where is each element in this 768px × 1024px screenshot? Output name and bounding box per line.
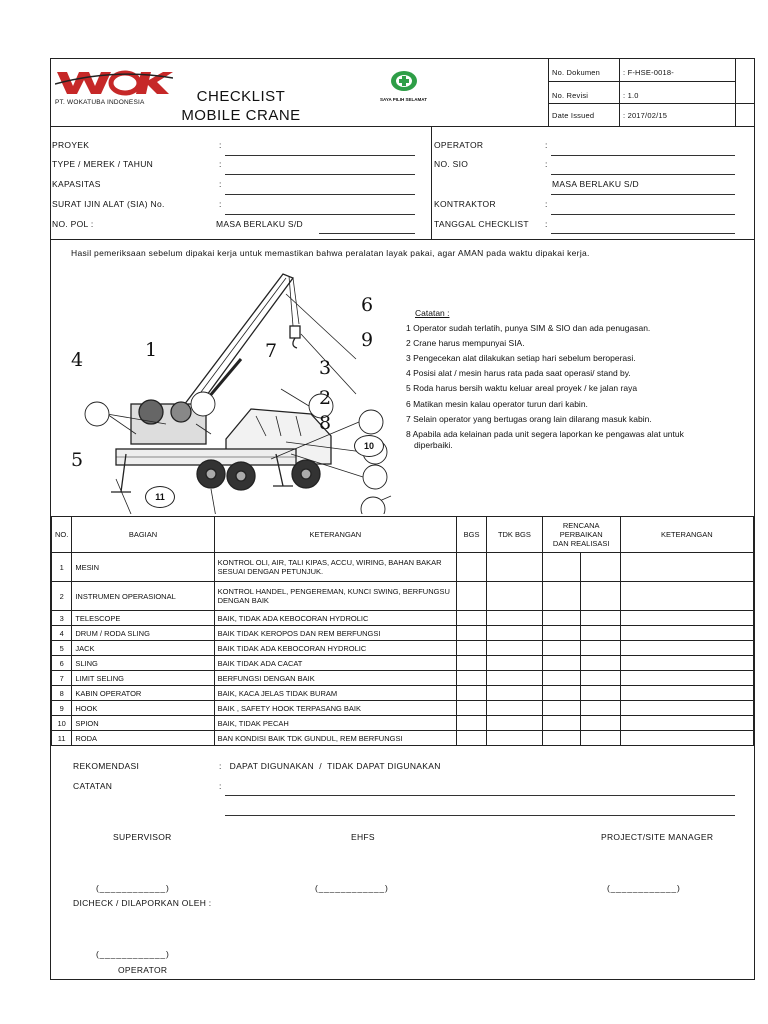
row-tdk-cell[interactable] [487,731,543,746]
row-ket2-cell[interactable] [620,731,753,746]
date-issued-label: Date Issued [552,111,595,120]
note-item: 3 Pengecekan alat dilakukan setiap hari sebelum beroperasi. [406,353,636,364]
kapasitas-field[interactable] [225,194,415,195]
table-row [52,641,754,656]
table-row [52,671,754,686]
row-tdk-cell[interactable] [487,656,543,671]
row-keterangan: BAIK, TIDAK ADA KEBOCORAN HYDROLIC [214,611,456,626]
row-bgs-cell[interactable] [457,671,487,686]
row-no: 6 [52,656,72,671]
kontraktor-field[interactable] [551,214,735,215]
nosio-sep: : [545,159,548,169]
row-rencana-cell[interactable] [542,671,580,686]
row-tdk-cell[interactable] [487,671,543,686]
checklist-table [51,516,754,746]
company-name: PT. WOKATUBA INDONESIA [55,99,145,106]
diagram-label-6: 6 [361,294,374,316]
table-row [52,611,754,626]
row-bgs-cell[interactable] [457,641,487,656]
row-keterangan: BAIK, KACA JELAS TIDAK BURAM [214,686,456,701]
row-bagian: SLING [72,656,214,671]
row-keterangan: BAIK , SAFETY HOOK TERPASANG BAIK [214,701,456,716]
type-field[interactable] [225,174,415,175]
row-no: 7 [52,671,72,686]
row-ket2-cell[interactable] [620,686,753,701]
row-bagian: JACK [72,641,214,656]
operator-sign-label: OPERATOR [118,965,168,975]
row-tdk-cell[interactable] [487,553,543,582]
safety-logo [371,69,436,101]
row-realisasi-cell[interactable] [580,553,620,582]
proyek-label: PROYEK [52,140,90,150]
row-no: 1 [52,553,72,582]
revision-value: : 1.0 [623,91,639,100]
supervisor-signature[interactable]: (____________) [96,883,170,893]
operator-sep: : [545,140,548,150]
tanggal-field[interactable] [551,233,735,234]
row-tdk-cell[interactable] [487,626,543,641]
row-rencana-cell[interactable] [542,626,580,641]
row-ket2-cell[interactable] [620,656,753,671]
masa-berlaku-sia-field[interactable] [319,233,415,234]
row-rencana-cell[interactable] [542,582,580,611]
row-bagian: LIMIT SELING [72,671,214,686]
row-bgs-cell[interactable] [457,716,487,731]
type-sep: : [219,159,222,169]
doc-number-value: : F-HSE-0018- [623,68,674,77]
diagram-label-1: 1 [145,339,158,361]
nosio-label: NO. SIO [434,159,469,169]
header-no: NO. [52,517,72,553]
wok-logo-icon [55,68,173,96]
row-keterangan: KONTROL OLI, AIR, TALI KIPAS, ACCU, WIRING, BAHAN BAKAR SESUAI DENGAN PETUNJUK. [214,553,456,582]
row-bgs-cell[interactable] [457,656,487,671]
row-no: 4 [52,626,72,641]
row-keterangan: BERFUNGSI DENGAN BAIK [214,671,456,686]
type-label: TYPE / MEREK / TAHUN [52,159,154,169]
ehfs-signature[interactable]: (____________) [315,883,389,893]
row-ket2-cell[interactable] [620,671,753,686]
proyek-sep: : [219,140,222,150]
row-ket2-cell[interactable] [620,641,753,656]
row-ket2-cell[interactable] [620,582,753,611]
header-bagian: BAGIAN [72,517,214,553]
row-bagian: TELESCOPE [72,611,214,626]
masa-berlaku-sia-label: MASA BERLAKU S/D [216,219,303,229]
header-tdk-bgs: TDK BGS [487,517,543,553]
notes-title: Catatan : [415,308,450,318]
row-bgs-cell[interactable] [457,701,487,716]
company-logo [55,68,173,106]
row-realisasi-cell[interactable] [580,686,620,701]
row-tdk-cell[interactable] [487,716,543,731]
row-no: 2 [52,582,72,611]
ehfs-label: EHFS [351,832,375,842]
operator-signature[interactable]: (____________) [96,949,170,959]
tanggal-label: TANGGAL CHECKLIST [434,219,529,229]
row-rencana-cell[interactable] [542,656,580,671]
note-item: 6 Matikan mesin kalau operator turun dari kabin. [406,398,588,409]
header-rencana: RENCANA PERBAIKAN DAN REALISASI [542,517,620,553]
row-bgs-cell[interactable] [457,626,487,641]
diagram-label-11: 11 [145,486,175,508]
row-realisasi-cell[interactable] [580,641,620,656]
row-keterangan: BAN KONDISI BAIK TDK GUNDUL, REM BERFUNGSI [214,731,456,746]
row-keterangan: BAIK TIDAK ADA KEBOCORAN HYDROLIC [214,641,456,656]
note-item: 8 Apabila ada kelainan pada unit segera laporkan ke pengawas alat untuk [406,428,684,439]
row-no: 10 [52,716,72,731]
table-row [52,553,754,582]
row-tdk-cell[interactable] [487,641,543,656]
sia-field[interactable] [225,214,415,215]
row-keterangan: BAIK TIDAK KEROPOS DAN REM BERFUNGSI [214,626,456,641]
row-ket2-cell[interactable] [620,553,753,582]
row-rencana-cell[interactable] [542,553,580,582]
row-realisasi-cell[interactable] [580,716,620,731]
row-rencana-cell[interactable] [542,641,580,656]
note-item: 7 Selain operator yang bertugas orang lain dilarang masuk kabin. [406,413,652,424]
row-bagian: SPION [72,716,214,731]
supervisor-label: SUPERVISOR [113,832,172,842]
row-no: 3 [52,611,72,626]
row-rencana-cell[interactable] [542,731,580,746]
catatan-sep: : [219,781,222,791]
diagram-label-2: 2 [319,387,332,409]
row-ket2-cell[interactable] [620,701,753,716]
row-no: 5 [52,641,72,656]
nopol-label: NO. POL : [52,219,94,229]
row-bgs-cell[interactable] [457,611,487,626]
row-realisasi-cell[interactable] [580,611,620,626]
nosio-field[interactable] [551,174,735,175]
row-rencana-cell[interactable] [542,701,580,716]
catatan-line-1[interactable] [225,795,735,796]
diagram-label-10: 10 [354,435,384,457]
rekomendasi-label: REKOMENDASI [73,761,140,771]
diagram-label-4: 4 [71,349,84,371]
row-keterangan: KONTROL HANDEL, PENGEREMAN, KUNCI SWING, BERFUNGSU DENGAN BAIK [214,582,456,611]
row-bagian: INSTRUMEN OPERASIONAL [72,582,214,611]
kontraktor-sep: : [545,199,548,209]
row-bagian: RODA [72,731,214,746]
checklist-form [50,58,755,980]
proyek-field[interactable] [225,155,415,156]
operator-label: OPERATOR [434,140,484,150]
operator-field[interactable] [551,155,735,156]
kontraktor-label: KONTRAKTOR [434,199,496,209]
row-ket2-cell[interactable] [620,611,753,626]
table-row [52,701,754,716]
row-rencana-cell[interactable] [542,686,580,701]
note-item: 2 Crane harus mempunyai SIA. [406,338,525,349]
kapasitas-sep: : [219,179,222,189]
header-keterangan: KETERANGAN [214,517,456,553]
date-issued-value: : 2017/02/15 [623,111,668,120]
header-keterangan-2: KETERANGAN [620,517,753,553]
form-title-line2: MOBILE CRANE [181,107,301,124]
sia-label: SURAT IJIN ALAT (SIA) No. [52,199,165,209]
safety-tagline: SAYA PILIH SELAMAT [380,97,427,102]
row-bgs-cell[interactable] [457,553,487,582]
row-ket2-cell[interactable] [620,716,753,731]
row-ket2-cell[interactable] [620,626,753,641]
table-row [52,626,754,641]
doc-number-label: No. Dokumen [552,68,601,77]
row-bagian: KABIN OPERATOR [72,686,214,701]
row-rencana-cell[interactable] [542,716,580,731]
row-no: 9 [52,701,72,716]
rekomendasi-value[interactable]: : DAPAT DIGUNAKAN / TIDAK DAPAT DIGUNAKAN [219,761,441,771]
site-manager-label: PROJECT/SITE MANAGER [601,832,714,842]
diagram-label-8: 8 [319,412,332,434]
row-realisasi-cell[interactable] [580,626,620,641]
site-manager-signature[interactable]: (____________) [607,883,681,893]
tanggal-sep: : [545,219,548,229]
row-bgs-cell[interactable] [457,731,487,746]
row-keterangan: BAIK TIDAK ADA CACAT [214,656,456,671]
row-bagian: HOOK [72,701,214,716]
safety-cross-icon [389,69,419,93]
row-rencana-cell[interactable] [542,611,580,626]
dicheck-label: DICHECK / DILAPORKAN OLEH : [73,898,212,908]
row-tdk-cell[interactable] [487,611,543,626]
row-no: 8 [52,686,72,701]
row-tdk-cell[interactable] [487,701,543,716]
row-tdk-cell[interactable] [487,582,543,611]
kapasitas-label: KAPASITAS [52,179,101,189]
revision-label: No. Revisi [552,91,589,100]
header-bgs: BGS [457,517,487,553]
table-row [52,656,754,671]
diagram-label-5: 5 [71,449,84,471]
row-realisasi-cell[interactable] [580,701,620,716]
note-item: 5 Roda harus bersih waktu keluar areal proyek / ke jalan raya [406,383,638,394]
row-realisasi-cell[interactable] [580,656,620,671]
table-row [52,686,754,701]
row-keterangan: BAIK, TIDAK PECAH [214,716,456,731]
row-realisasi-cell[interactable] [580,671,620,686]
form-title-line1: CHECKLIST [196,88,286,105]
notes-block [406,306,684,451]
table-row [52,716,754,731]
intro-text: Hasil pemeriksaan sebelum dipakai kerja untuk memastikan bahwa peralatan layak pakai, agar AMAN pada waktu dipakai kerja. [71,248,590,258]
crane-diagram [61,264,401,514]
row-realisasi-cell[interactable] [580,582,620,611]
row-realisasi-cell[interactable] [580,731,620,746]
diagram-label-3: 3 [319,357,332,379]
table-row [52,731,754,746]
diagram-label-7: 7 [265,340,278,362]
note-item: 1 Operator sudah terlatih, punya SIM & SIO dan ada penugasan. [406,323,651,334]
masa-berlaku-sio-label: MASA BERLAKU S/D [552,179,639,189]
row-bgs-cell[interactable] [457,686,487,701]
sia-sep: : [219,199,222,209]
row-tdk-cell[interactable] [487,686,543,701]
catatan-label: CATATAN [73,781,113,791]
row-no: 11 [52,731,72,746]
table-header-row [52,517,754,553]
masa-berlaku-sio-field[interactable] [551,194,735,195]
row-bagian: MESIN [72,553,214,582]
table-row [52,582,754,611]
note-item: diperbaiki. [414,439,453,450]
note-item: 4 Posisi alat / mesin harus rata pada saat operasi/ stand by. [406,368,631,379]
row-bgs-cell[interactable] [457,582,487,611]
diagram-label-9: 9 [361,329,374,351]
row-bagian: DRUM / RODA SLING [72,626,214,641]
catatan-line-2[interactable] [225,815,735,816]
